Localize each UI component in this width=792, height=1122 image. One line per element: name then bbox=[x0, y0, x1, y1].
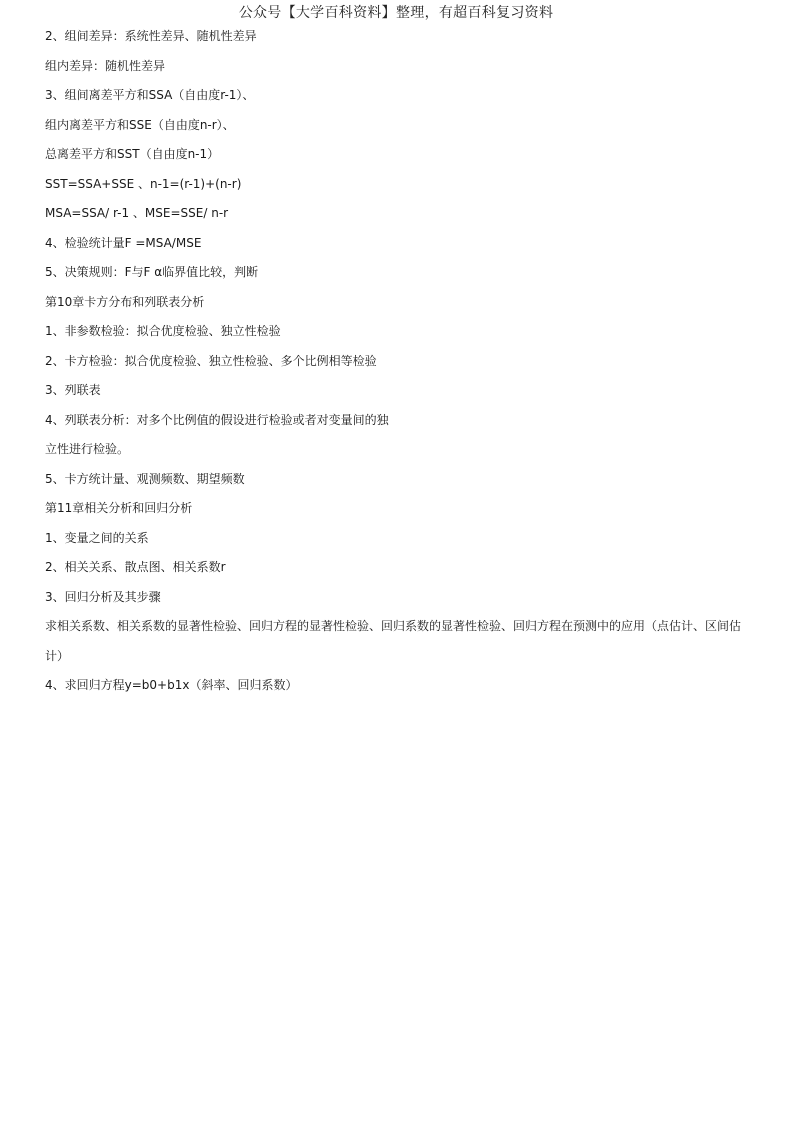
text-line: 3、回归分析及其步骤 bbox=[45, 589, 161, 604]
text-line: 1、变量之间的关系 bbox=[45, 530, 149, 545]
chapter-heading: 第10章卡方分布和列联表分析 bbox=[45, 294, 205, 309]
text-line: 3、列联表 bbox=[45, 383, 101, 397]
text-line: 1、非参数检验：拟合优度检验、独立性检验 bbox=[45, 324, 281, 338]
text-line: 立性进行检验。 bbox=[45, 442, 130, 456]
text-line: 组内离差平方和SSE（自由度n-r）、 bbox=[45, 117, 235, 132]
text-line: 2、组间差异：系统性差异、随机性差异 bbox=[45, 29, 257, 43]
text-line: 2、相关关系、散点图、相关系数r bbox=[45, 560, 226, 574]
text-line: 4、检验统计量F =MSA/MSE bbox=[45, 235, 202, 250]
chapter-heading: 第11章相关分析和回归分析 bbox=[45, 501, 193, 515]
text-line: 总离差平方和SST（自由度n-1） bbox=[45, 147, 220, 161]
text-line: 5、决策规则：F与F α临界值比较，判断 bbox=[45, 265, 259, 279]
text-line: 3、组间离差平方和SSA（自由度r-1）、 bbox=[45, 88, 255, 102]
document-body bbox=[45, 22, 755, 701]
formula-line: MSA=SSA/ r-1 、MSE=SSE/ n-r bbox=[45, 206, 229, 220]
text-line: 2、卡方检验：拟合优度检验、独立性检验、多个比例相等检验 bbox=[45, 353, 377, 368]
text-paragraph: 求相关系数、相关系数的显著性检验、回归方程的显著性检验、回归系数的显著性检验、回归方程在预测中的应用（点估计、区间估计） bbox=[45, 619, 742, 663]
page-header-watermark: 公众号【大学百科资料】整理，有超百科复习资料 bbox=[238, 5, 554, 21]
formula-line: SST=SSA+SSE 、n-1=(r-1)+(n-r) bbox=[45, 176, 242, 191]
text-line: 组内差异：随机性差异 bbox=[45, 58, 166, 73]
text-line: 5、卡方统计量、观测频数、期望频数 bbox=[45, 471, 245, 486]
text-line: 4、列联表分析：对多个比例值的假设进行检验或者对变量间的独 bbox=[45, 412, 389, 427]
text-line: 4、求回归方程y=b0+b1x（斜率、回归系数） bbox=[45, 678, 298, 692]
